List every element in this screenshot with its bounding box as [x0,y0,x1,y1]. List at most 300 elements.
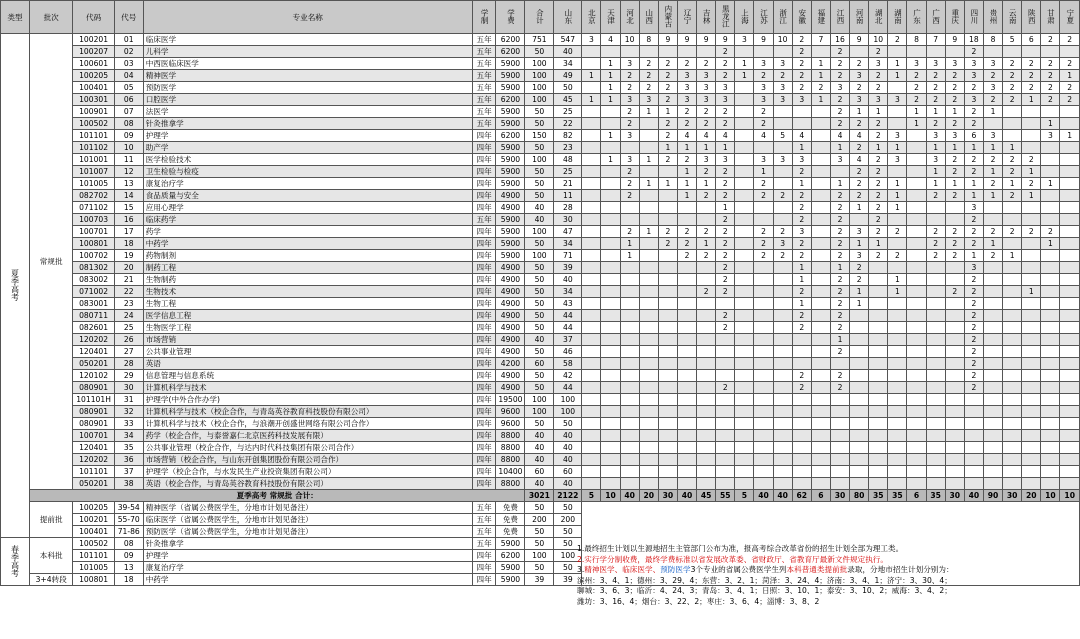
fee-cell: 5900 [496,118,525,130]
province-cell [983,478,1002,490]
province-cell: 2 [754,178,773,190]
province-cell [1060,394,1080,406]
total-province: 35 [926,490,945,502]
province-cell [907,394,926,406]
province-cell [850,46,869,58]
shandong-cell: 50 [554,538,582,550]
code-cell: 100702 [73,250,114,262]
province-cell [1060,202,1080,214]
province-cell: 2 [658,130,677,142]
province-cell [1022,298,1041,310]
province-cell [926,262,945,274]
shandong-cell: 30 [554,214,582,226]
province-cell: 2 [830,46,849,58]
province-cell: 1 [639,154,658,166]
province-cell [677,430,696,442]
province-cell [1022,46,1041,58]
province-cell [582,166,601,178]
province-cell: 2 [830,238,849,250]
province-cell [773,382,792,394]
province-cell [850,382,869,394]
province-cell: 3 [754,154,773,166]
province-cell: 1 [983,190,1002,202]
num-cell: 04 [114,70,143,82]
table-row [1,262,1080,274]
fee-cell: 10400 [496,466,525,478]
years-cell: 四年 [472,226,496,238]
num-cell: 39-54 [114,502,143,514]
table-row [1,286,1080,298]
table-row [1,310,1080,322]
header-province: 贵州 [983,1,1002,34]
province-cell: 2 [1022,70,1041,82]
province-cell: 2 [869,178,888,190]
province-cell [1003,274,1022,286]
province-cell [639,442,658,454]
province-cell: 2 [792,238,811,250]
fee-cell: 4900 [496,274,525,286]
total-cell: 40 [525,334,554,346]
total-sum: 3021 [525,490,554,502]
years-cell: 四年 [472,478,496,490]
province-cell [983,286,1002,298]
province-cell [601,478,620,490]
province-cell: 1 [888,178,907,190]
major-name-cell: 康复治疗学 [143,178,472,190]
province-cell [1041,46,1060,58]
province-cell: 1 [1060,70,1080,82]
province-cell [850,406,869,418]
fee-cell: 9600 [496,406,525,418]
province-cell [773,166,792,178]
num-cell: 35 [114,442,143,454]
province-cell: 1 [582,70,601,82]
province-cell [582,82,601,94]
total-cell: 50 [525,106,554,118]
province-cell [907,226,926,238]
province-cell: 2 [620,70,639,82]
province-cell: 2 [964,238,983,250]
province-cell [716,370,735,382]
province-cell [716,358,735,370]
province-cell [582,370,601,382]
num-cell: 28 [114,358,143,370]
province-cell: 2 [620,190,639,202]
province-cell: 1 [639,178,658,190]
province-cell: 2 [697,166,716,178]
years-cell: 五年 [472,118,496,130]
province-cell [754,478,773,490]
province-cell [907,442,926,454]
province-cell: 2 [964,382,983,394]
header-fee: 学费 [496,1,525,34]
province-cell [888,106,907,118]
province-cell: 3 [716,94,735,106]
province-cell: 1 [830,262,849,274]
province-cell: 2 [1003,94,1022,106]
total-cell: 40 [525,454,554,466]
code-cell: 120401 [73,442,114,454]
header-province: 广西 [926,1,945,34]
num-cell: 13 [114,178,143,190]
province-cell: 3 [1041,130,1060,142]
fee-cell: 6200 [496,550,525,562]
province-cell [850,334,869,346]
province-cell [601,310,620,322]
num-cell: 02 [114,46,143,58]
major-name-cell: 儿科学 [143,46,472,58]
province-cell: 2 [697,190,716,202]
shandong-cell: 25 [554,166,582,178]
province-cell [582,346,601,358]
province-cell [811,454,830,466]
major-name-cell: 临床药学 [143,214,472,226]
province-cell [983,262,1002,274]
province-cell: 2 [716,166,735,178]
province-cell [620,202,639,214]
num-cell: 05 [114,82,143,94]
years-cell: 五年 [472,538,496,550]
province-cell [811,418,830,430]
province-cell [1060,178,1080,190]
province-cell: 2 [620,82,639,94]
province-cell [582,394,601,406]
province-cell: 1 [811,58,830,70]
province-cell [1060,238,1080,250]
code-cell: 100207 [73,46,114,58]
total-province: 20 [1022,490,1041,502]
fee-cell: 5900 [496,154,525,166]
province-cell [1003,214,1022,226]
province-cell [811,154,830,166]
province-cell [811,310,830,322]
table-row [1,466,1080,478]
province-cell: 3 [697,94,716,106]
province-cell: 1 [983,142,1002,154]
total-cell: 50 [525,298,554,310]
province-cell: 2 [850,178,869,190]
total-province: 5 [582,490,601,502]
years-cell: 四年 [472,142,496,154]
province-cell [1003,130,1022,142]
shandong-cell: 34 [554,58,582,70]
province-cell [677,334,696,346]
num-cell: 01 [114,34,143,46]
table-row [1,238,1080,250]
total-cell: 100 [525,70,554,82]
province-cell [907,370,926,382]
province-cell [620,334,639,346]
province-cell [869,454,888,466]
province-cell [582,118,601,130]
shandong-cell: 40 [554,442,582,454]
province-cell: 2 [792,370,811,382]
province-cell: 1 [735,70,754,82]
province-cell [1060,226,1080,238]
province-cell: 2 [945,238,964,250]
province-cell [773,178,792,190]
province-cell: 2 [964,226,983,238]
province-cell [1022,274,1041,286]
province-cell: 2 [945,226,964,238]
years-cell: 四年 [472,430,496,442]
province-cell [697,430,716,442]
table-row [1,190,1080,202]
province-cell [735,430,754,442]
province-cell [620,142,639,154]
total-cell: 50 [525,166,554,178]
province-cell [1022,202,1041,214]
province-cell [983,346,1002,358]
province-cell: 1 [1041,238,1060,250]
province-cell: 3 [983,130,1002,142]
province-cell: 2 [945,166,964,178]
province-cell [735,178,754,190]
province-cell: 8 [639,34,658,46]
province-cell [888,46,907,58]
province-cell: 1 [792,274,811,286]
province-cell: 2 [792,214,811,226]
province-cell: 2 [716,226,735,238]
fee-cell: 8800 [496,430,525,442]
province-cell [1003,430,1022,442]
shandong-cell: 43 [554,298,582,310]
years-cell: 四年 [472,238,496,250]
province-cell [811,286,830,298]
province-cell: 2 [658,154,677,166]
total-cell: 40 [525,202,554,214]
num-cell: 29 [114,370,143,382]
total-cell: 50 [525,286,554,298]
num-cell: 15 [114,202,143,214]
province-cell: 2 [1003,166,1022,178]
major-name-cell: 中西医临床医学 [143,58,472,70]
header-province: 北京 [582,1,601,34]
province-cell [830,442,849,454]
num-cell: 14 [114,190,143,202]
years-cell: 四年 [472,406,496,418]
province-cell: 2 [926,190,945,202]
province-cell: 2 [1041,70,1060,82]
shandong-cell: 58 [554,358,582,370]
total-cell: 50 [525,274,554,286]
province-cell: 2 [964,322,983,334]
province-cell: 2 [907,82,926,94]
province-cell: 2 [658,82,677,94]
years-cell: 四年 [472,334,496,346]
province-cell [754,466,773,478]
major-name-cell: 中药学 [143,238,472,250]
table-row [1,406,1080,418]
province-cell [926,286,945,298]
province-cell [639,298,658,310]
province-cell [639,358,658,370]
province-cell [697,466,716,478]
province-cell [1041,466,1060,478]
province-cell [716,430,735,442]
total-province: 40 [754,490,773,502]
header-province: 江苏 [754,1,773,34]
province-cell [582,382,601,394]
province-cell [888,322,907,334]
province-cell [735,94,754,106]
province-cell [735,370,754,382]
note-2: 2.实行学分制收费，最终学费标准以省发展改革委、省财政厅、省教育厅最新文件规定执行。 [577,554,888,564]
province-cell [1022,430,1041,442]
province-cell [964,466,983,478]
num-cell: 36 [114,454,143,466]
province-cell: 2 [1041,226,1060,238]
header-years: 学制 [472,1,496,34]
province-cell [1060,106,1080,118]
province-cell [792,442,811,454]
shandong-cell: 100 [554,394,582,406]
province-cell [601,334,620,346]
province-cell [907,190,926,202]
province-cell: 2 [773,226,792,238]
province-cell [850,466,869,478]
province-cell [601,298,620,310]
province-cell [907,274,926,286]
header-province: 陕西 [1022,1,1041,34]
province-cell [582,310,601,322]
province-cell: 1 [869,106,888,118]
province-cell: 2 [830,250,849,262]
province-cell: 2 [1022,82,1041,94]
province-cell [1003,382,1022,394]
province-cell [658,430,677,442]
province-cell [735,274,754,286]
province-cell [735,346,754,358]
num-cell: 18 [114,238,143,250]
table-row [1,370,1080,382]
province-cell [697,406,716,418]
province-cell: 2 [792,250,811,262]
province-cell: 1 [677,178,696,190]
province-cell [869,370,888,382]
table-row [1,118,1080,130]
province-cell [697,310,716,322]
code-cell: 100801 [73,574,114,586]
province-cell [811,166,830,178]
province-cell [677,478,696,490]
province-cell: 3 [716,82,735,94]
province-cell [888,262,907,274]
province-cell: 3 [773,58,792,70]
province-cell: 3 [850,226,869,238]
province-cell: 1 [620,250,639,262]
province-cell [658,454,677,466]
num-cell: 08 [114,538,143,550]
province-cell: 4 [792,130,811,142]
province-cell: 2 [697,118,716,130]
fee-cell: 19500 [496,394,525,406]
province-cell [1022,238,1041,250]
table-row [1,298,1080,310]
province-cell [907,250,926,262]
province-cell: 3 [983,58,1002,70]
province-cell: 2 [964,154,983,166]
province-cell [811,442,830,454]
years-cell: 五年 [472,82,496,94]
province-cell [811,46,830,58]
province-cell [811,358,830,370]
province-cell [792,454,811,466]
table-row [1,82,1080,94]
province-cell [582,286,601,298]
years-cell: 四年 [472,382,496,394]
province-cell: 3 [907,58,926,70]
province-cell: 1 [1022,190,1041,202]
province-cell [735,478,754,490]
province-cell [601,202,620,214]
province-cell: 2 [983,154,1002,166]
province-cell: 3 [945,58,964,70]
province-cell [1060,430,1080,442]
province-cell [811,118,830,130]
province-cell [735,154,754,166]
province-cell: 3 [697,70,716,82]
province-cell: 2 [964,274,983,286]
total-cell: 100 [525,406,554,418]
table-row [1,142,1080,154]
header-code: 代码 [73,1,114,34]
province-cell: 2 [716,70,735,82]
province-cell: 3 [697,154,716,166]
province-cell [639,202,658,214]
province-cell: 1 [888,190,907,202]
province-cell [582,418,601,430]
province-cell [811,334,830,346]
fee-cell: 5900 [496,70,525,82]
province-cell [716,454,735,466]
province-cell [677,466,696,478]
province-cell [658,442,677,454]
province-cell [773,214,792,226]
province-cell: 2 [754,106,773,118]
province-cell [811,142,830,154]
province-cell [1041,286,1060,298]
table-row [1,106,1080,118]
province-cell: 2 [983,94,1002,106]
province-cell [850,358,869,370]
province-cell [697,298,716,310]
province-cell [888,214,907,226]
province-cell [1003,370,1022,382]
province-cell [907,430,926,442]
province-cell [754,370,773,382]
province-cell: 3 [869,94,888,106]
header-province: 广东 [907,1,926,34]
major-name-cell: 精神医学 [143,70,472,82]
province-cell: 2 [926,250,945,262]
province-cell [639,370,658,382]
province-cell [869,418,888,430]
table-row [1,502,1080,514]
total-cell: 100 [525,550,554,562]
num-cell: 17 [114,226,143,238]
province-cell [1022,394,1041,406]
province-cell: 2 [869,130,888,142]
years-cell: 四年 [472,154,496,166]
num-cell: 23 [114,298,143,310]
province-cell [658,310,677,322]
major-name-cell: 生物制药 [143,274,472,286]
province-cell [677,406,696,418]
province-cell [907,238,926,250]
table-row [1,334,1080,346]
province-cell [582,142,601,154]
